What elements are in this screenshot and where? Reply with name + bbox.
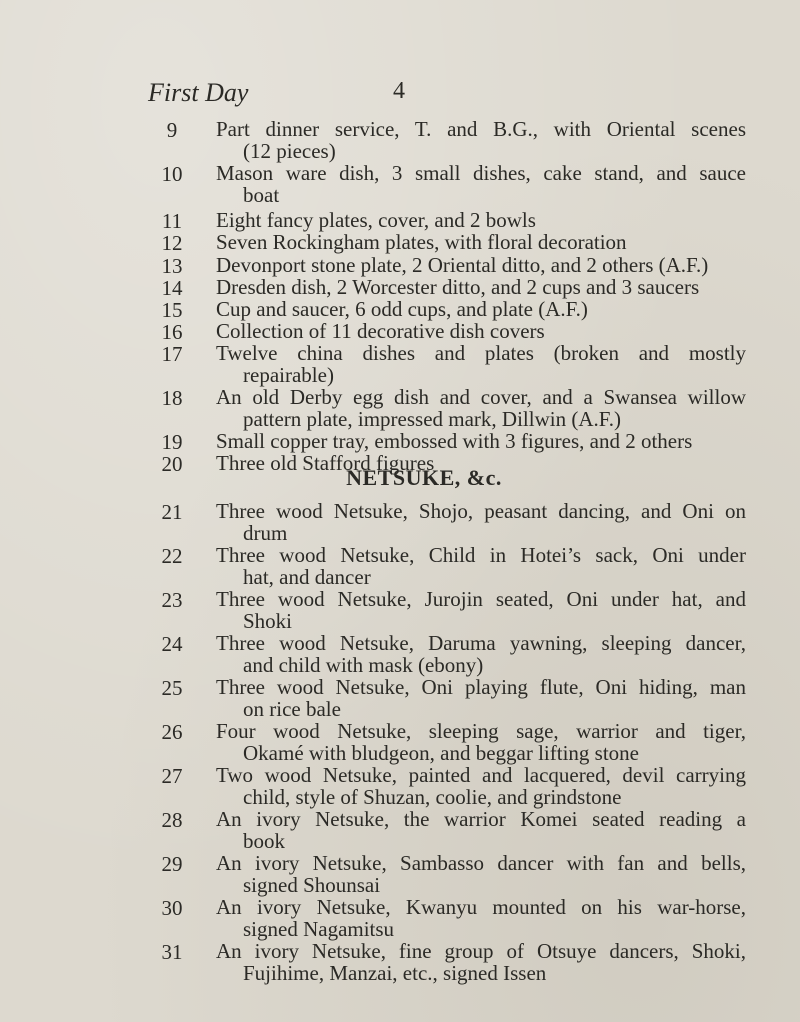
lot-description-line: Seven Rockingham plates, with floral decoration bbox=[216, 230, 627, 254]
lot-description-line: An ivory Netsuke, Kwanyu mounted on his war-horse, bbox=[216, 895, 746, 919]
lot-description-line: Three wood Netsuke, Child in Hotei’s sack, Oni under bbox=[216, 543, 746, 567]
page-header bbox=[0, 78, 800, 112]
lot-description-line: Dresden dish, 2 Worcester ditto, and 2 cups and 3 saucers bbox=[216, 275, 700, 299]
lot-description-line: Four wood Netsuke, sleeping sage, warrior and tiger, bbox=[216, 719, 746, 743]
lot-number: 24 bbox=[161, 632, 183, 656]
lot-description-line: Eight fancy plates, cover, and 2 bowls bbox=[216, 208, 536, 232]
lot-number: 20 bbox=[161, 452, 183, 476]
lot-description-line: and child with mask (ebony) bbox=[243, 653, 484, 677]
lot-description-line: Shoki bbox=[243, 609, 293, 633]
lot-number: 27 bbox=[161, 764, 183, 788]
lot-number: 26 bbox=[161, 720, 183, 744]
lot-number: 17 bbox=[161, 342, 183, 366]
lot-description-line: child, style of Shuzan, coolie, and grindstone bbox=[243, 785, 622, 809]
lot-description-line: Three wood Netsuke, Shojo, peasant dancing, and Oni on bbox=[216, 499, 746, 523]
lot-number: 13 bbox=[161, 254, 183, 278]
lot-description-line: hat, and dancer bbox=[243, 565, 371, 589]
lot-description-line: An old Derby egg dish and cover, and a Swansea willow bbox=[216, 385, 746, 409]
lot-description-line: Devonport stone plate, 2 Oriental ditto, and 2 others (A.F.) bbox=[216, 253, 709, 277]
lot-description-line: drum bbox=[243, 521, 288, 545]
lot-description-line: boat bbox=[243, 183, 280, 207]
lot-number: 11 bbox=[161, 209, 183, 233]
lot-number: 21 bbox=[161, 500, 183, 524]
lot-number: 18 bbox=[161, 386, 183, 410]
lot-description-line: Three wood Netsuke, Jurojin seated, Oni under hat, and bbox=[216, 587, 746, 611]
lot-number: 10 bbox=[161, 162, 183, 186]
lot-number: 19 bbox=[161, 430, 183, 454]
lot-number: 29 bbox=[161, 852, 183, 876]
lot-description-line: Twelve china dishes and plates (broken and mostly bbox=[216, 341, 746, 365]
lot-description-line: Three old Stafford figures bbox=[216, 451, 435, 475]
lot-description-line: (12 pieces) bbox=[243, 139, 336, 163]
lot-number: 30 bbox=[161, 896, 183, 920]
lot-number: 9 bbox=[166, 118, 178, 142]
lot-description-line: Three wood Netsuke, Oni playing flute, Oni hiding, man bbox=[216, 675, 746, 699]
day-heading: First Day bbox=[148, 78, 249, 107]
lot-number: 12 bbox=[161, 231, 183, 255]
lot-description-line: An ivory Netsuke, the warrior Komei seated reading a bbox=[216, 807, 746, 831]
lot-description-line: signed Shounsai bbox=[243, 873, 381, 897]
lot-number: 22 bbox=[161, 544, 183, 568]
lot-description-line: Part dinner service, T. and B.G., with Oriental scenes bbox=[216, 117, 746, 141]
lot-number: 28 bbox=[161, 808, 183, 832]
lot-description-line: An ivory Netsuke, fine group of Otsuye dancers, Shoki, bbox=[216, 939, 746, 963]
lot-description-line: repairable) bbox=[243, 363, 334, 387]
lot-number: 23 bbox=[161, 588, 183, 612]
lot-description-line: An ivory Netsuke, Sambasso dancer with fan and bells, bbox=[216, 851, 746, 875]
lot-description-line: Two wood Netsuke, painted and lacquered, devil carrying bbox=[216, 763, 746, 787]
lot-description-line: signed Nagamitsu bbox=[243, 917, 395, 941]
lot-description-line: Collection of 11 decorative dish covers bbox=[216, 319, 545, 343]
lot-description-line: Small copper tray, embossed with 3 figures, and 2 others bbox=[216, 429, 693, 453]
lot-number: 31 bbox=[161, 940, 183, 964]
lot-description-line: Okamé with bludgeon, and beggar lifting stone bbox=[243, 741, 639, 765]
lot-description-line: Mason ware dish, 3 small dishes, cake stand, and sauce bbox=[216, 161, 746, 185]
lot-description-line: on rice bale bbox=[243, 697, 341, 721]
lot-description-line: Cup and saucer, 6 odd cups, and plate (A.F.) bbox=[216, 297, 588, 321]
lot-description-line: pattern plate, impressed mark, Dillwin (A.F.) bbox=[243, 407, 621, 431]
lot-number: 16 bbox=[161, 320, 183, 344]
lot-description-line: Three wood Netsuke, Daruma yawning, sleeping dancer, bbox=[216, 631, 746, 655]
page-number: 4 bbox=[393, 78, 405, 104]
lot-number: 25 bbox=[161, 676, 183, 700]
lot-number: 14 bbox=[161, 276, 183, 300]
section-title: NETSUKE, &c. bbox=[346, 465, 502, 490]
lot-description-line: book bbox=[243, 829, 285, 853]
lot-description-line: Fujihime, Manzai, etc., signed Issen bbox=[243, 961, 547, 985]
lot-number: 15 bbox=[161, 298, 183, 322]
